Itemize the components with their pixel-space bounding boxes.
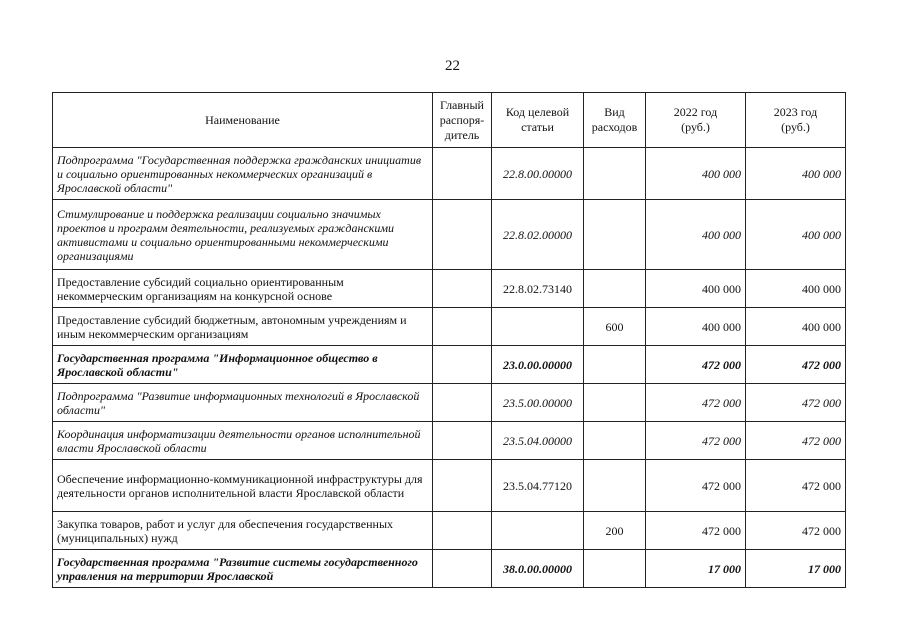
cell-2022: 472 000 [646, 346, 746, 384]
table-row [53, 346, 846, 384]
cell-code: 23.5.00.00000 [492, 384, 584, 422]
cell-expense-type [584, 270, 646, 308]
cell-expense-type: 200 [584, 512, 646, 550]
cell-expense-type [584, 200, 646, 270]
cell-2022: 400 000 [646, 270, 746, 308]
header-2022-text: 2022 год (руб.) [673, 105, 718, 134]
table-row [53, 200, 846, 270]
cell-code: 23.0.00.00000 [492, 346, 584, 384]
cell-name: Обеспечение информационно-коммуникационной инфраструктуры для деятельности органов исполнительной власти Ярославской области [53, 460, 433, 512]
cell-2023: 472 000 [746, 346, 846, 384]
cell-expense-type: 600 [584, 308, 646, 346]
table-row [53, 308, 846, 346]
table-row [53, 550, 846, 588]
cell-2022: 400 000 [646, 308, 746, 346]
cell-name: Предоставление субсидий социально ориентированным некоммерческим организациям на конкурсной основе [53, 270, 433, 308]
cell-expense-type [584, 384, 646, 422]
header-expense-type [584, 93, 646, 148]
cell-code [492, 308, 584, 346]
cell-code: 38.0.00.00000 [492, 550, 584, 588]
cell-2023: 472 000 [746, 422, 846, 460]
cell-name: Стимулирование и поддержка реализации социально значимых проектов и программ деятельности, реализуемых гражданскими активистами и социально ориентированными некоммерческими организациями [53, 200, 433, 270]
cell-code: 23.5.04.00000 [492, 422, 584, 460]
table-row [53, 512, 846, 550]
header-expense-type-text: Вид расходов [591, 105, 638, 134]
cell-expense-type [584, 460, 646, 512]
header-name-text: Наименование [205, 112, 280, 127]
cell-name: Координация информатизации деятельности органов исполнительной власти Ярославской области [53, 422, 433, 460]
cell-admin [433, 460, 492, 512]
cell-2023: 472 000 [746, 460, 846, 512]
cell-2023: 400 000 [746, 270, 846, 308]
cell-admin [433, 148, 492, 200]
cell-2023: 17 000 [746, 550, 846, 588]
header-code [492, 93, 584, 148]
cell-2023: 400 000 [746, 148, 846, 200]
cell-admin [433, 308, 492, 346]
cell-admin [433, 346, 492, 384]
budget-table [52, 92, 846, 588]
cell-2022: 472 000 [646, 460, 746, 512]
cell-name: Государственная программа "Развитие системы государственного управления на территории Ярославской [53, 550, 433, 588]
cell-code: 22.8.02.73140 [492, 270, 584, 308]
cell-2023: 472 000 [746, 384, 846, 422]
cell-admin [433, 270, 492, 308]
cell-2023: 400 000 [746, 200, 846, 270]
cell-expense-type [584, 550, 646, 588]
header-code-text: Код целевой статьи [505, 105, 570, 134]
header-admin [433, 93, 492, 148]
cell-2022: 400 000 [646, 148, 746, 200]
table-row [53, 460, 846, 512]
cell-code: 23.5.04.77120 [492, 460, 584, 512]
cell-name: Подпрограмма "Развитие информационных технологий в Ярославской области" [53, 384, 433, 422]
cell-code [492, 512, 584, 550]
cell-2022: 472 000 [646, 384, 746, 422]
cell-2022: 17 000 [646, 550, 746, 588]
cell-name: Предоставление субсидий бюджетным, автономным учреждениям и иным некоммерческим организациям [53, 308, 433, 346]
cell-code: 22.8.00.00000 [492, 148, 584, 200]
cell-name: Закупка товаров, работ и услуг для обеспечения государственных (муниципальных) нужд [53, 512, 433, 550]
cell-2023: 400 000 [746, 308, 846, 346]
cell-admin [433, 384, 492, 422]
cell-name: Подпрограмма "Государственная поддержка гражданских инициатив и социально ориентированных некоммерческих организаций в Ярославской области" [53, 148, 433, 200]
cell-admin [433, 200, 492, 270]
header-admin-text: Главный распоря- дитель [439, 97, 485, 142]
cell-code: 22.8.02.00000 [492, 200, 584, 270]
header-2023 [746, 93, 846, 148]
cell-admin [433, 422, 492, 460]
header-2022 [646, 93, 746, 148]
cell-expense-type [584, 422, 646, 460]
cell-name: Государственная программа "Информационное общество в Ярославской области" [53, 346, 433, 384]
cell-expense-type [584, 346, 646, 384]
cell-admin [433, 512, 492, 550]
table-row [53, 148, 846, 200]
cell-2022: 472 000 [646, 512, 746, 550]
cell-2022: 472 000 [646, 422, 746, 460]
cell-2023: 472 000 [746, 512, 846, 550]
header-2023-text: 2023 год (руб.) [773, 105, 818, 134]
table-row [53, 384, 846, 422]
page-number: 22 [445, 58, 460, 74]
cell-2022: 400 000 [646, 200, 746, 270]
table-row [53, 422, 846, 460]
cell-expense-type [584, 148, 646, 200]
header-name [53, 93, 433, 148]
table-row [53, 270, 846, 308]
header-row [53, 93, 846, 148]
cell-admin [433, 550, 492, 588]
